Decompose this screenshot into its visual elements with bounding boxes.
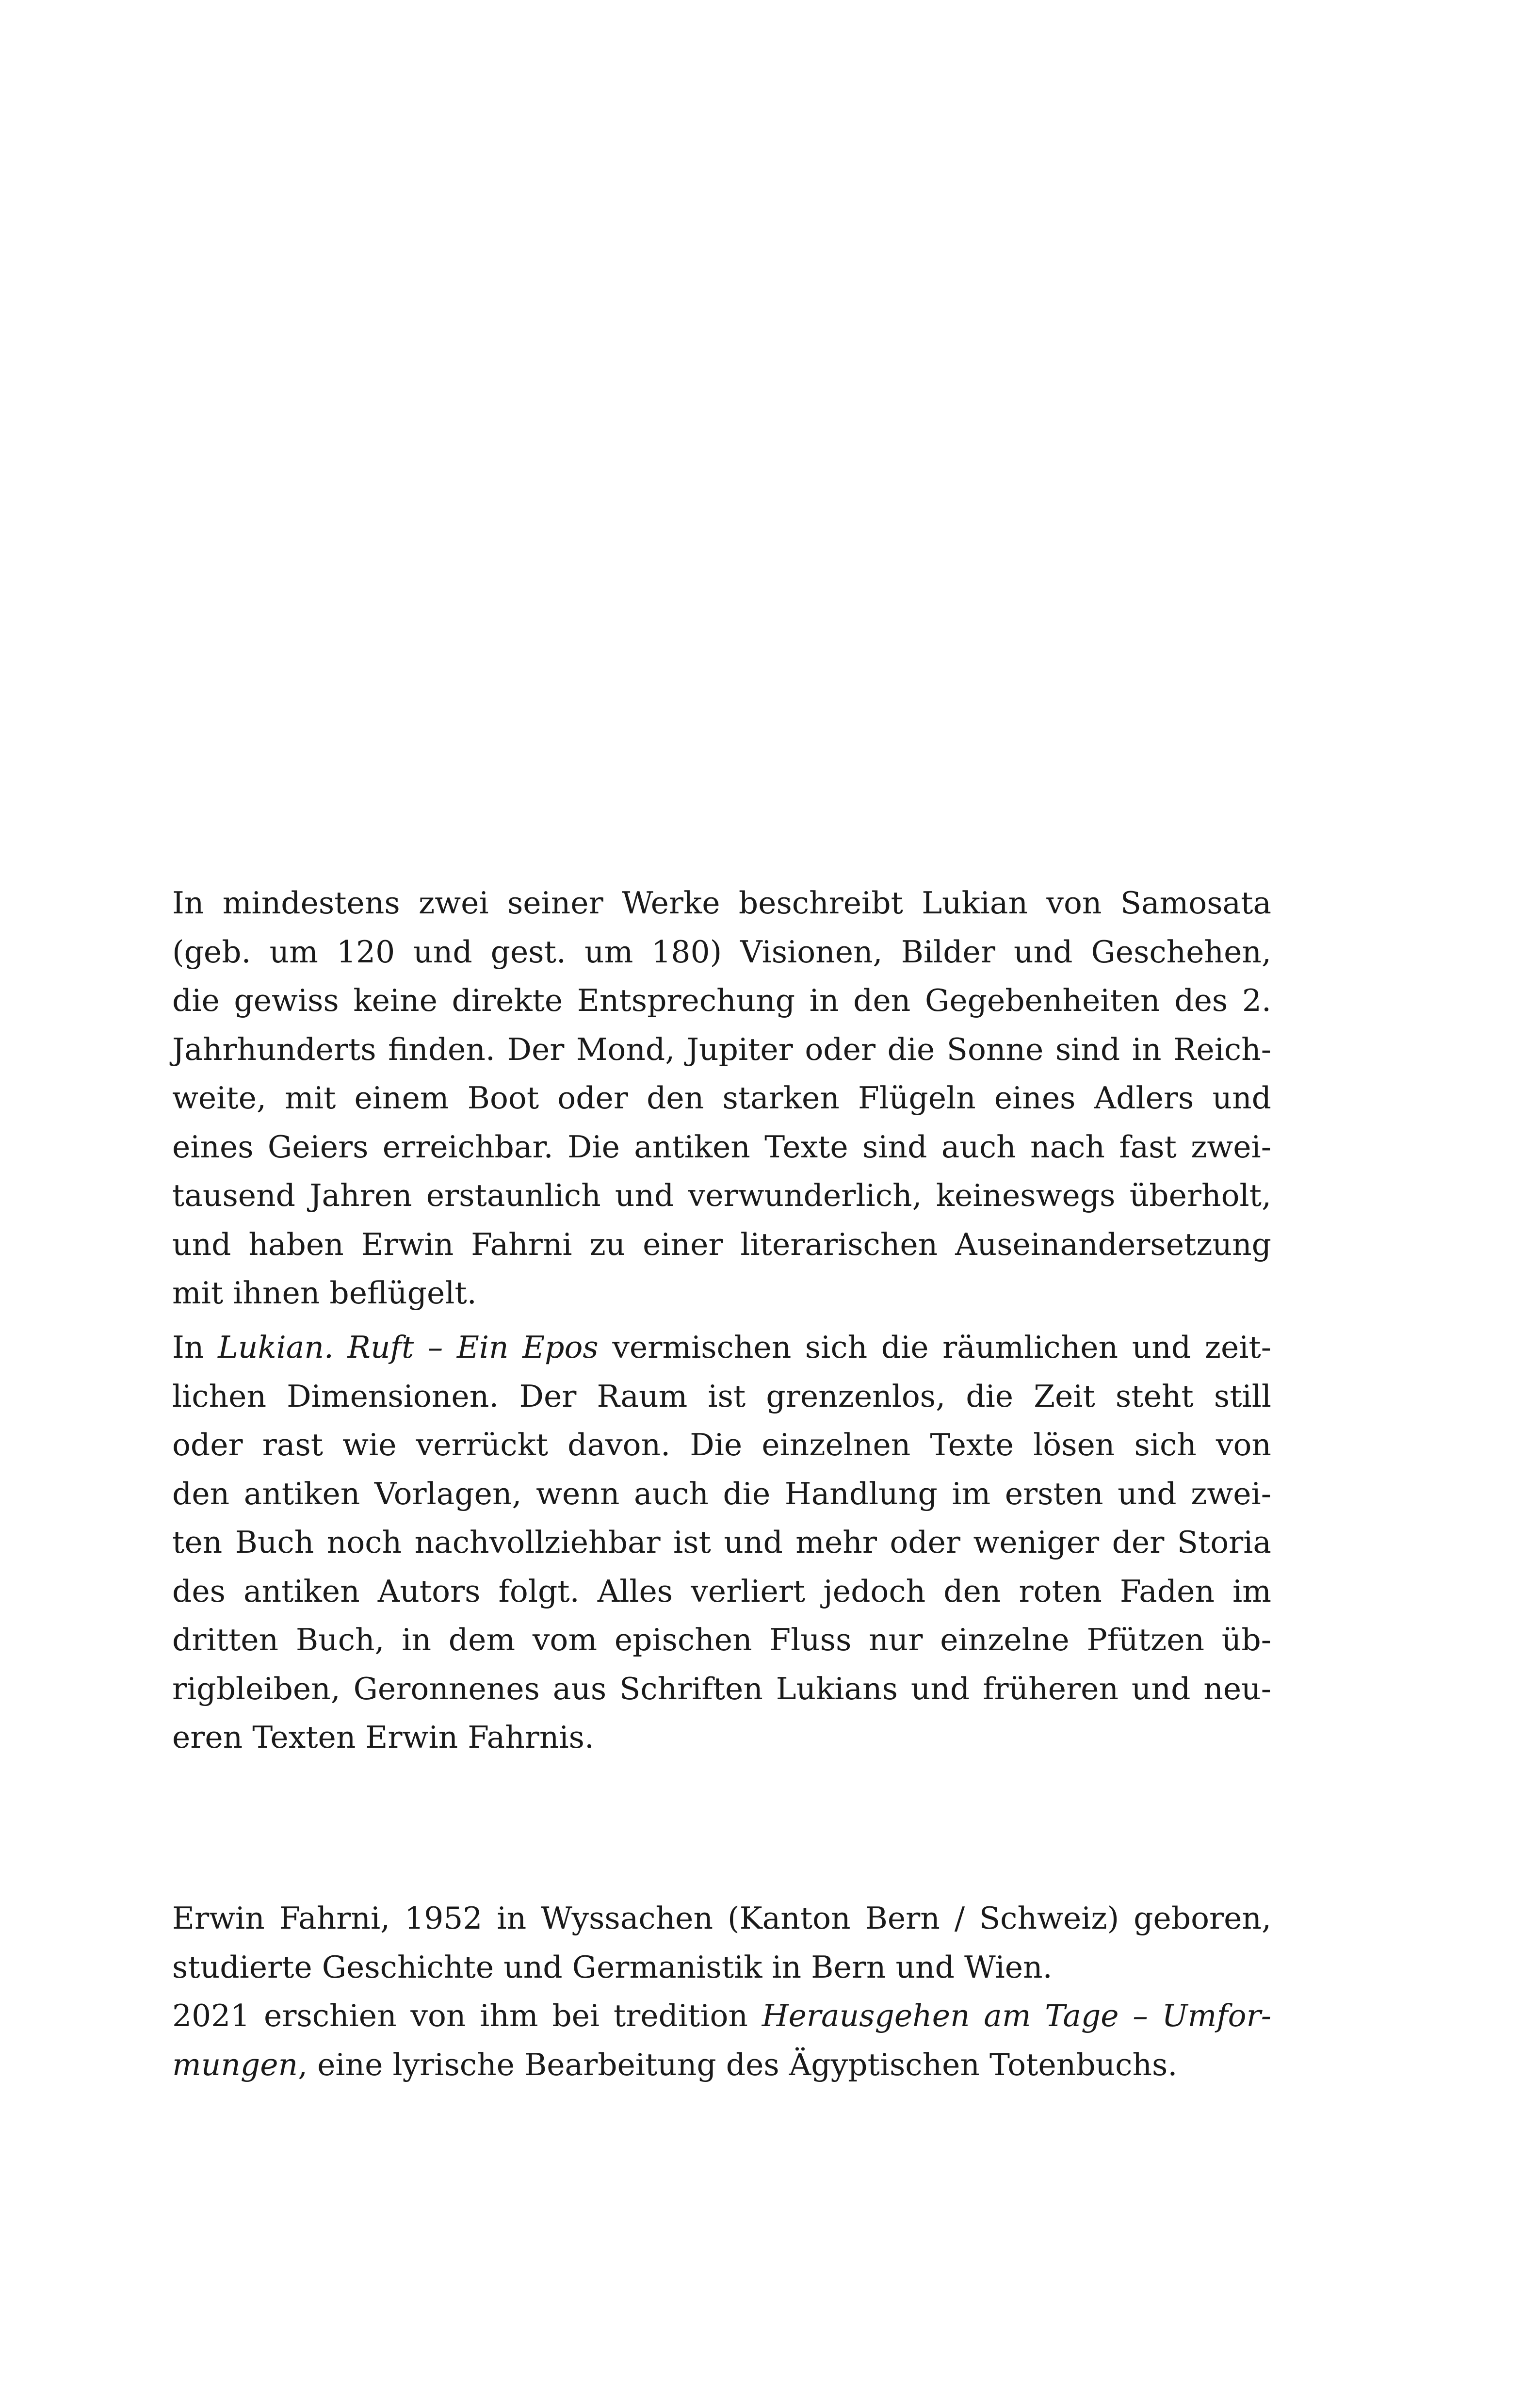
paragraph-line-with-title [172,1323,1271,1372]
paragraph-line: ten Buch noch nachvollziehbar ist und mehr oder weniger der Storia [172,1525,1271,1560]
paragraph-line: lichen Dimensionen. Der Raum ist grenzenlos, die Zeit steht still [172,1378,1271,1414]
bio-line-with-title [172,1992,1271,2041]
description-paragraph-2 [172,1323,1271,1762]
line-prefix: In [172,1330,218,1365]
book-title: Lukian. Ruft – Ein Epos [218,1330,599,1365]
paragraph-line: mit ihnen beflügelt. [172,1275,477,1311]
paragraph-line: weite, mit einem Boot oder den starken Flügeln eines Adlers und [172,1080,1271,1116]
line-suffix: vermischen sich die räumlichen und zeit- [598,1330,1272,1365]
paragraph-line: rigbleiben, Geronnenes aus Schriften Lukians und früheren und neu- [172,1671,1271,1706]
paragraph-line: Jahrhunderts finden. Der Mond, Jupiter oder die Sonne sind in Reich- [172,1031,1271,1067]
bio-line-with-title [172,2041,1271,2090]
paragraph-line: des antiken Autors folgt. Alles verliert jedoch den roten Faden im [172,1573,1271,1609]
paragraph-line: tausend Jahren erstaunlich und verwunderlich, keineswegs überholt, [172,1178,1271,1213]
paragraph-line: (geb. um 120 und gest. um 180) Visionen, Bilder und Geschehen, [172,934,1271,970]
paragraph-line: eines Geiers erreichbar. Die antiken Texte sind auch nach fast zwei- [172,1129,1271,1165]
description-paragraph-1 [172,879,1271,1318]
paragraph-line: die gewiss keine direkte Entsprechung in den Gegebenheiten des 2. [172,983,1271,1018]
line-suffix: , eine lyrische Bearbeitung des Ägyptischen Totenbuchs. [298,2047,1178,2082]
paragraph-line: den antiken Vorlagen, wenn auch die Handlung im ersten und zwei- [172,1476,1271,1511]
paragraph-line: eren Texten Erwin Fahrnis. [172,1720,594,1755]
paragraph-line: und haben Erwin Fahrni zu einer literarischen Auseinandersetzung [172,1226,1271,1262]
bio-line: studierte Geschichte und Germanistik in Bern und Wien. [172,1949,1053,1985]
paragraph-line: oder rast wie verrückt davon. Die einzelnen Texte lösen sich von [172,1427,1271,1462]
book-title: Herausgehen am Tage – Umfor- [762,1998,1271,2033]
bio-line: Erwin Fahrni, 1952 in Wyssachen (Kanton Bern / Schweiz) geboren, [172,1901,1271,1936]
author-bio [172,1894,1271,2089]
paragraph-line: dritten Buch, in dem vom epischen Fluss nur einzelne Pfützen üb- [172,1622,1271,1658]
line-prefix: 2021 erschien von ihm bei tredition [172,1998,762,2033]
book-title: mungen [172,2047,298,2082]
paragraph-line: In mindestens zwei seiner Werke beschreibt Lukian von Samosata [172,885,1271,921]
